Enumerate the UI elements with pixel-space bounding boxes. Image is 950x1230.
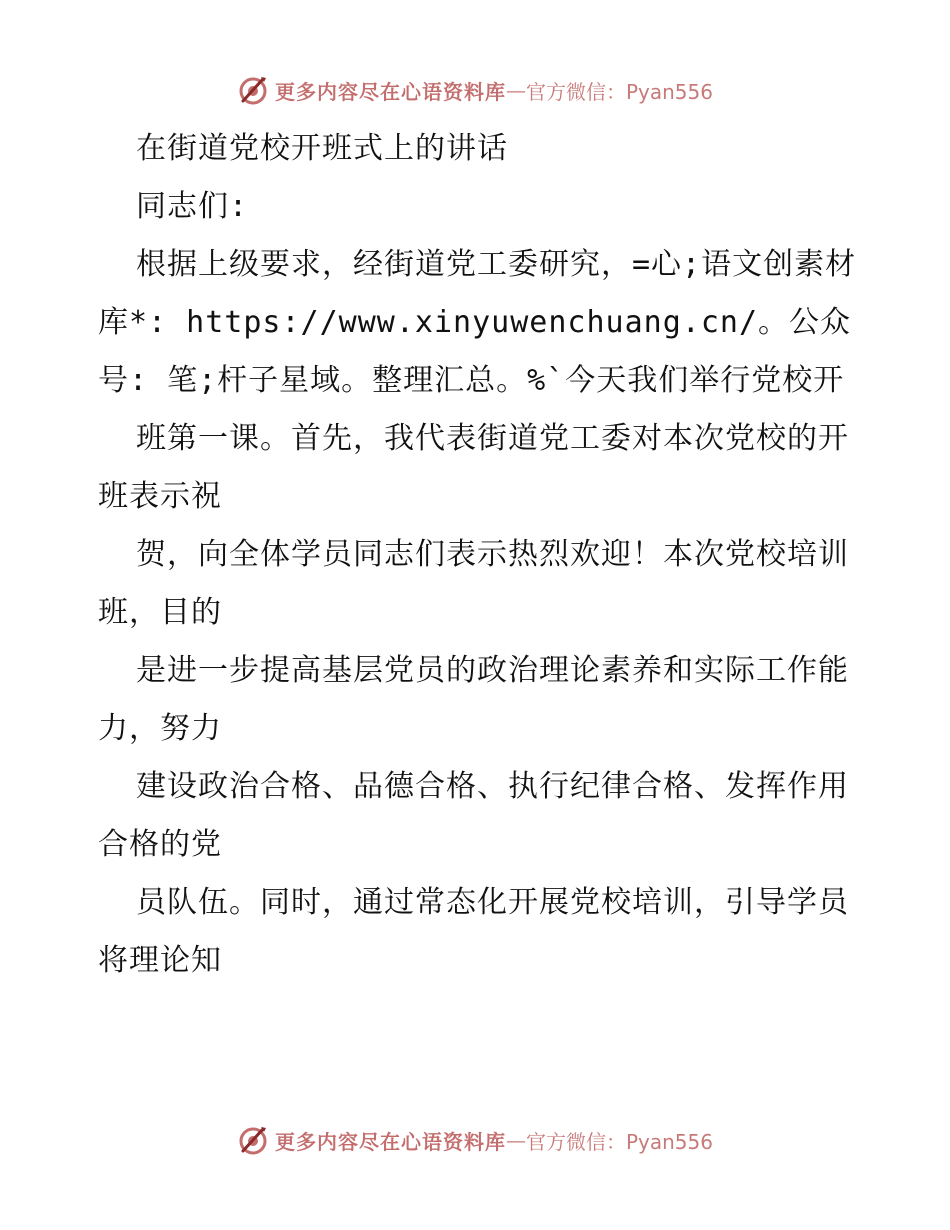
pen-logo-icon [237, 74, 269, 106]
watermark-brand-text: 更多内容尽在心语资料库 [274, 79, 506, 104]
watermark-separator: — [505, 78, 526, 102]
watermark-separator: — [505, 1128, 526, 1152]
document-salutation: 同志们: [136, 189, 249, 224]
paragraph: 建设政治合格、品德合格、执行纪律合格、发挥作用合格的党 [98, 769, 849, 862]
watermark-contact-text: 官方微信：Pyan556 [525, 1129, 713, 1154]
paragraph: 员队伍。同时，通过常态化开展党校培训，引导学员将理论知 [98, 885, 849, 978]
document-title: 在街道党校开班式上的讲话 [136, 131, 508, 166]
paragraph: 根据上级要求，经街道党工委研究，=心;语文创素材库*: https://www.xinyuwenchuang.cn/。公众号: 笔;杆子星域。整理汇总。%`今天我们举行党校开 [98, 247, 857, 398]
watermark-contact-text: 官方微信：Pyan556 [525, 79, 713, 104]
footer-watermark-banner [0, 1120, 950, 1160]
paragraph: 是进一步提高基层党员的政治理论素养和实际工作能力，努力 [98, 653, 849, 746]
pen-logo-icon [237, 1124, 269, 1156]
header-watermark-banner [0, 70, 950, 110]
watermark-brand-text: 更多内容尽在心语资料库 [274, 1129, 506, 1154]
paragraph: 贺，向全体学员同志们表示热烈欢迎！本次党校培训班，目的 [98, 537, 849, 630]
paragraph: 班第一课。首先，我代表街道党工委对本次党校的开班表示祝 [98, 421, 849, 514]
document-body [98, 120, 858, 990]
